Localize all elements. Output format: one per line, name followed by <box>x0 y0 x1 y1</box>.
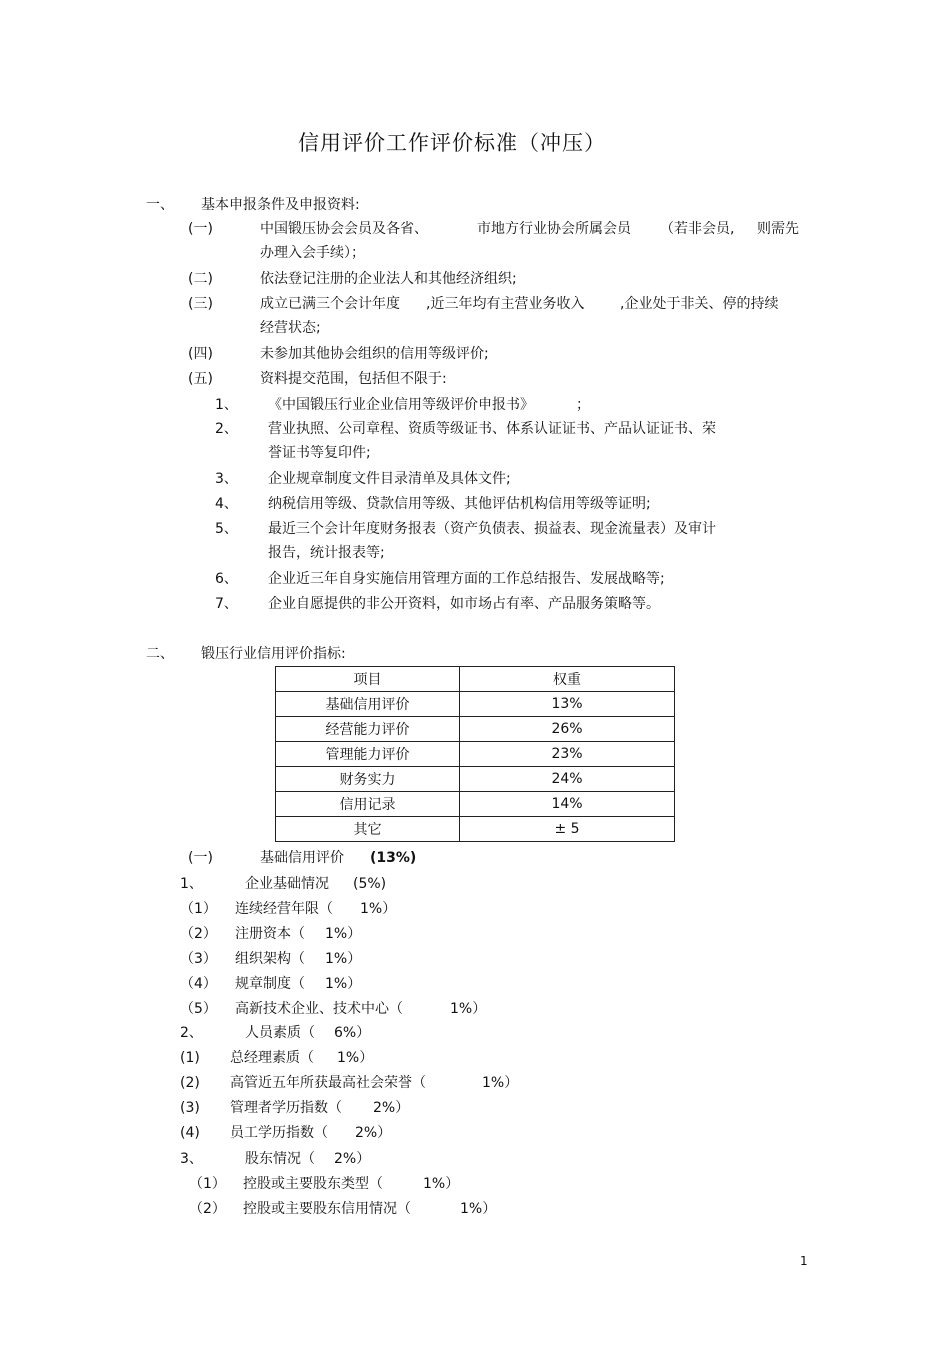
criterion-label: 注册资本（ <box>235 926 305 942</box>
item-text: 则需先 <box>757 221 799 237</box>
table-cell: 13% <box>460 692 675 717</box>
criterion-number: (3) <box>180 1100 200 1116</box>
criterion-weight: 1%） <box>423 1176 460 1192</box>
subitem-text: ； <box>576 397 590 413</box>
criterion-label: 总经理素质（ <box>230 1050 314 1066</box>
table-cell: 信用记录 <box>276 792 460 817</box>
criterion-label: 高新技术企业、技术中心（ <box>235 1001 403 1017</box>
criterion-weight: 1%） <box>360 901 397 917</box>
criterion-weight: 1%） <box>482 1075 519 1091</box>
table-cell: 经营能力评价 <box>276 717 460 742</box>
criterion-label: 管理者学历指数（ <box>230 1100 342 1116</box>
group-weight: (5%) <box>353 876 387 892</box>
criterion-label: 控股或主要股东类型（ <box>243 1176 383 1192</box>
table-header-cell: 权重 <box>460 667 675 692</box>
item-number: (五) <box>188 371 213 387</box>
criterion-label: 控股或主要股东信用情况（ <box>243 1201 411 1217</box>
table-row <box>276 742 675 767</box>
item-text: 办理入会手续）； <box>260 245 365 261</box>
group-number: 3、 <box>180 1151 203 1167</box>
table-cell: 23% <box>460 742 675 767</box>
subitem-number: 4、 <box>215 496 238 512</box>
section1-heading: 基本申报条件及申报资料: <box>201 197 360 213</box>
subitem-text: 纳税信用等级、贷款信用等级、其他评估机构信用等级等证明; <box>268 496 651 512</box>
group-weight: 6%） <box>334 1025 371 1041</box>
table-cell: 其它 <box>276 817 460 842</box>
section1-number: 一、 <box>146 197 174 213</box>
subitem-text: 《中国锻压行业企业信用等级评价申报书》 <box>268 397 534 413</box>
criterion-number: （1） <box>189 1176 226 1192</box>
item-number: (四) <box>188 346 213 362</box>
subitem-text: 最近三个会计年度财务报表（资产负债表、损益表、现金流量表）及审计 <box>268 521 716 537</box>
item-text: 成立已满三个会计年度 <box>260 296 400 312</box>
page-title: 信用评价工作评价标准（冲压） <box>298 131 606 155</box>
weights-table <box>275 666 675 842</box>
criterion-number: (4) <box>180 1125 200 1141</box>
criterion-number: （1） <box>180 901 217 917</box>
subitem-text: 报告，统计报表等; <box>268 545 385 561</box>
table-cell: 基础信用评价 <box>276 692 460 717</box>
item-text: 资料提交范围，包括但不限于: <box>260 371 447 387</box>
criterion-number: （2） <box>189 1201 226 1217</box>
table-header-cell: 项目 <box>276 667 460 692</box>
criterion-number: （4） <box>180 976 217 992</box>
criterion-number: （2） <box>180 926 217 942</box>
subitem-number: 5、 <box>215 521 238 537</box>
subitem-number: 7、 <box>215 596 238 612</box>
criterion-weight: 2%） <box>373 1100 410 1116</box>
criterion-weight: 1%） <box>450 1001 487 1017</box>
section2-heading: 锻压行业信用评价指标: <box>201 646 346 662</box>
criterion-weight: 1%） <box>325 976 362 992</box>
group-label: 人员素质（ <box>245 1025 315 1041</box>
item-number: (三) <box>188 296 213 312</box>
table-row <box>276 692 675 717</box>
section2-number: 二、 <box>146 646 174 662</box>
table-cell: ± 5 <box>460 817 675 842</box>
criterion-weight: 1%） <box>460 1201 497 1217</box>
table-cell: 管理能力评价 <box>276 742 460 767</box>
table-row <box>276 717 675 742</box>
item-number: (一) <box>188 221 213 237</box>
criterion-label: 规章制度（ <box>235 976 305 992</box>
item-text: 依法登记注册的企业法人和其他经济组织; <box>260 271 517 287</box>
criterion-label: 高管近五年所获最高社会荣誉（ <box>230 1075 426 1091</box>
subitem-text: 企业规章制度文件目录清单及具体文件; <box>268 471 511 487</box>
table-cell: 14% <box>460 792 675 817</box>
subitem-number: 3、 <box>215 471 238 487</box>
subitem-text: 企业近三年自身实施信用管理方面的工作总结报告、发展战略等; <box>268 571 665 587</box>
subitem-number: 1、 <box>215 397 238 413</box>
subitem-text: 企业自愿提供的非公开资料，如市场占有率、产品服务策略等。 <box>268 596 660 612</box>
item-number: (二) <box>188 271 213 287</box>
criterion-label: 组织架构（ <box>235 951 305 967</box>
item-text: 经营状态; <box>260 320 321 336</box>
group-weight: 2%） <box>334 1151 371 1167</box>
sub1-label: 基础信用评价 <box>260 850 344 866</box>
group-label: 企业基础情况 <box>245 876 329 892</box>
page-number: 1 <box>800 1254 808 1268</box>
item-text: ,近三年均有主营业务收入 <box>426 296 585 312</box>
item-text: （若非会员, <box>660 221 735 237</box>
criterion-weight: 1%） <box>337 1050 374 1066</box>
item-text: 未参加其他协会组织的信用等级评价; <box>260 346 489 362</box>
criterion-number: (2) <box>180 1075 200 1091</box>
table-row <box>276 767 675 792</box>
subitem-text: 营业执照、公司章程、资质等级证书、体系认证证书、产品认证证书、荣 <box>268 421 716 437</box>
criterion-number: (1) <box>180 1050 200 1066</box>
criterion-weight: 2%） <box>355 1125 392 1141</box>
criterion-number: （3） <box>180 951 217 967</box>
sub1-weight: (13%) <box>370 850 417 866</box>
item-text: ,企业处于非关、停的持续 <box>620 296 779 312</box>
item-text: 中国锻压协会会员及各省、 <box>260 221 428 237</box>
table-cell: 财务实力 <box>276 767 460 792</box>
table-row <box>276 817 675 842</box>
table-row <box>276 792 675 817</box>
group-label: 股东情况（ <box>245 1151 315 1167</box>
criterion-number: （5） <box>180 1001 217 1017</box>
subitem-text: 誉证书等复印件; <box>268 445 371 461</box>
sub1-number: (一) <box>188 850 213 866</box>
subitem-number: 2、 <box>215 421 238 437</box>
table-header-row <box>276 667 675 692</box>
group-number: 2、 <box>180 1025 203 1041</box>
criterion-weight: 1%） <box>325 951 362 967</box>
criterion-label: 员工学历指数（ <box>230 1125 328 1141</box>
table-cell: 24% <box>460 767 675 792</box>
table-cell: 26% <box>460 717 675 742</box>
criterion-weight: 1%） <box>325 926 362 942</box>
item-text: 市地方行业协会所属会员 <box>477 221 631 237</box>
subitem-number: 6、 <box>215 571 238 587</box>
criterion-label: 连续经营年限（ <box>235 901 333 917</box>
group-number: 1、 <box>180 876 203 892</box>
